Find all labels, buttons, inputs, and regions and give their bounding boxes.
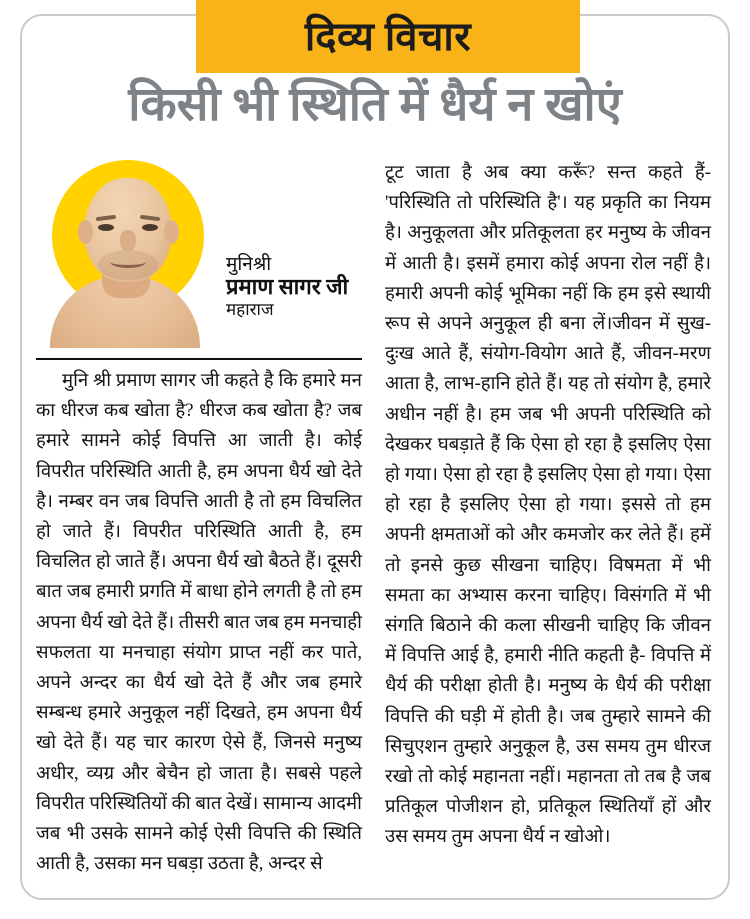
author-block [36,158,362,354]
masthead-label: दिव्य विचार [304,13,472,59]
author-portrait [46,158,218,348]
masthead-banner [196,0,580,73]
body-column-left [36,158,362,888]
author-honorific: मुनिश्री [226,254,272,275]
article-text-right [385,158,711,853]
column-divider-rule [36,358,362,360]
body-column-right [385,158,711,888]
article-headline: किसी भी स्थिति में धैर्य न खोएं [128,79,622,131]
article-paragraph: टूट जाता है अब क्या करूँ? सन्त कहते हैं- 'परिस्थिति तो परिस्थिति है'। यह प्रकृति का नियम है। अनुकूलता और प्रतिकूलता हर मनुष्य के जीवन में आती है। इसमें हमारा कोई अपना रोल नहीं है। हमारी अपनी कोई भूमिका नहीं कि हम इसे स्थायी रूप से अपने अनुकूल ही बना लें।जीवन में सुख-दुःख आते हैं, संयोग-वियोग आते हैं, जीवन-मरण आता है, लाभ-हानि होते हैं। यह तो संयोग है, हमारे अधीन नहीं है। हम जब भी अपनी परिस्थिति को देखकर घबड़ाते हैं कि ऐसा हो रहा है इसलिए ऐसा हो गया। ऐसा हो रहा है इसलिए ऐसा हो गया। ऐसा हो रहा है इसलिए ऐसा हो गया। इससे तो हम अपनी क्षमताओं को और कमजोर कर लेते हैं। हमें तो इनसे कुछ सीखना चाहिए। विषमता में भी समता का अभ्यास करना चाहिए। विसंगति में भी संगति बिठाने की कला सीखनी चाहिए कि जीवन में विपत्ति आई है, हमारी नीति कहती है- विपत्ति में धैर्य की परीक्षा होती है। मनुष्य के धैर्य की परीक्षा विपत्ति की घड़ी में होती है। जब तुम्हारे सामने की सिचुएशन तुम्हारे अनुकूल है, उस समय तुम धीरज रखो तो कोई महानता नहीं। महानता तो तब है जब प्रतिकूल पोजीशन हो, प्रतिकूल स्थितियाँ हों और उस समय तुम अपना धैर्य न खोओ। [385,162,711,848]
monk-figure-illustration [46,158,218,348]
article-paragraph: मुनि श्री प्रमाण सागर जी कहते है कि हमारे मन का धीरज कब खोता है? धीरज कब खोता है? जब हमारे सामने कोई विपत्ति आ जाती है। कोई विपरीत परिस्थिति आती है, हम अपना धैर्य खो देते है। नम्बर वन जब विपत्ति आती है तो हम विचलित हो जाते हैं। विपरीत परिस्थिति आती है, हम विचलित हो जाते हैं। अपना धैर्य खो बैठते हैं। दूसरी बात जब हमारी प्रगति में बाधा होने लगती है तो हम अपना धैर्य खो देते हैं। तीसरी बात जब हम मनचाही सफलता या मनचाहा संयोग प्राप्त नहीं कर पाते, अपने अन्दर का धैर्य खो देते हैं और जब हमारे सम्बन्ध हमारे अनुकूल नहीं दिखते, हम अपना धैर्य खो देते हैं। यह चार कारण ऐसे हैं, जिनसे मनुष्य अधीर, व्यग्र और बेचैन हो जाता है। सबसे पहले विपरीत परिस्थितियों की बात देखें। सामान्य आदमी जब भी उसके सामने कोई ऐसी विपत्ति की स्थिति आती है, उसका मन घबड़ा उठता है, अन्दर से [36,370,362,875]
author-byline [226,254,362,319]
author-suffix: महाराज [226,299,274,319]
article-text-left [36,366,362,879]
author-name: प्रमाण सागर जी [226,274,349,300]
article-body-columns [36,158,716,888]
